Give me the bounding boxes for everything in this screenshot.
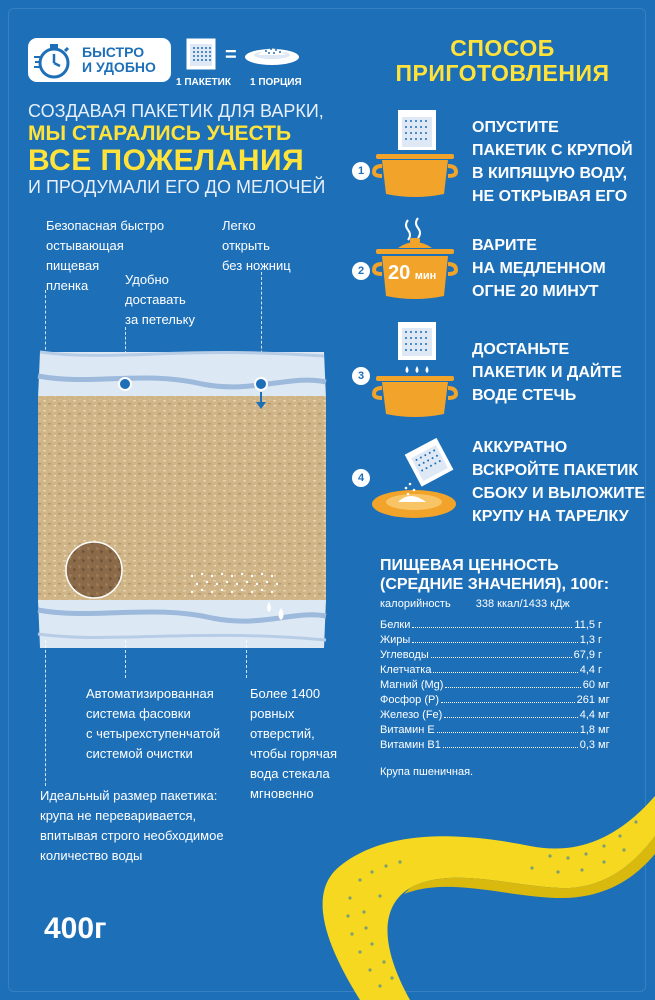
nutrition-title-line-1: ПИЩЕВАЯ ЦЕННОСТЬ — [380, 557, 559, 574]
leader-dots — [437, 732, 578, 733]
annotation-loop-line: за петельку — [125, 312, 195, 327]
nutrient-name: Белки — [380, 619, 411, 631]
step-2-line: ВАРИТЕ — [472, 237, 537, 254]
nutrition-row — [380, 664, 620, 679]
headline-line-3: ВСЕ ПОЖЕЛАНИЯ — [28, 144, 305, 177]
calorie-line — [380, 598, 570, 610]
step-1-line: ОПУСТИТЕ — [472, 119, 559, 136]
step-2-line: НА МЕДЛЕННОМ — [472, 260, 606, 277]
nutrient-name: Железо (Fe) — [380, 709, 443, 721]
nutrient-unit: мг — [598, 724, 610, 736]
annotation-loop-line: доставать — [125, 292, 186, 307]
step-4-line: КРУПУ НА ТАРЕЛКУ — [472, 508, 629, 525]
annotation-holes-line: Более 1400 — [250, 686, 321, 701]
nutrient-unit: мг — [598, 694, 610, 706]
leader-dots — [433, 672, 577, 673]
badge-line-1: БЫСТРО — [82, 44, 145, 60]
annotation-size — [40, 786, 224, 866]
nutrient-unit: г — [598, 649, 603, 661]
annotation-system-line: с четырехступенчатой — [86, 726, 221, 741]
leader-dots — [443, 747, 578, 748]
step-2-timer-value: 20 — [388, 262, 411, 284]
annotation-holes-line: отверстий, — [250, 726, 315, 741]
step-1-line: В КИПЯЩУЮ ВОДУ, — [472, 165, 628, 182]
step-1-pot-icon — [372, 108, 458, 200]
leader-dots — [412, 642, 577, 643]
annotation-holes-line: ровных — [250, 706, 295, 721]
nutrient-value: 60 — [582, 679, 595, 691]
annotation-size-line: Идеальный размер пакетика: — [40, 788, 218, 803]
plate-icon — [244, 40, 300, 66]
nutrient-name: Магний (Mg) — [380, 679, 444, 691]
loop-marker-icon — [117, 376, 133, 392]
badge-line-2: И УДОБНО — [82, 59, 156, 75]
water-drops-icon — [263, 598, 291, 622]
nutrient-value: 11,5 — [574, 619, 595, 631]
nutrition-row — [380, 649, 620, 664]
headline-line-2: МЫ СТАРАЛИСЬ УЧЕСТЬ — [28, 122, 292, 145]
annotation-system-line: система фасовки — [86, 706, 191, 721]
leader-dots — [445, 687, 580, 688]
leader-dots — [441, 702, 575, 703]
leader-dots — [431, 657, 572, 658]
nutrient-name: Углеводы — [380, 649, 429, 661]
method-title-line-1: СПОСОБ — [450, 35, 555, 61]
annotation-system-line: системой очистки — [86, 746, 193, 761]
step-2-text — [472, 234, 606, 303]
headline-line-4: И ПРОДУМАЛИ ЕГО ДО МЕЛОЧЕЙ — [28, 177, 326, 197]
nutrition-row — [380, 619, 620, 634]
annotation-size-line: впитывая строго необходимое — [40, 828, 224, 843]
step-1-line: ПАКЕТИК С КРУПОЙ — [472, 142, 633, 159]
annotation-holes-line: вода стекала — [250, 766, 330, 781]
annotation-holes-line: мгновенно — [250, 786, 314, 801]
nutrient-unit: мг — [598, 709, 610, 721]
step-3-pot-icon — [372, 320, 458, 420]
method-title — [380, 36, 625, 86]
annotation-film-line: пленка — [46, 278, 89, 293]
calorie-label: калорийность — [380, 598, 451, 610]
equals-sign: = — [225, 44, 237, 66]
annotation-loop — [125, 270, 195, 330]
nutrition-row — [380, 679, 620, 694]
pointer-line-system — [125, 640, 126, 678]
composition-text: Крупа пшеничная. — [380, 766, 474, 778]
nutrient-name: Жиры — [380, 634, 411, 646]
step-4-line: ВСКРОЙТЕ ПАКЕТИК — [472, 462, 639, 479]
leader-dots — [412, 627, 572, 628]
stopwatch-icon — [34, 42, 78, 80]
nutrient-name: Витамин В1 — [380, 739, 441, 751]
annotation-size-line: количество воды — [40, 848, 143, 863]
leader-dots — [444, 717, 577, 718]
step-4-text — [472, 436, 645, 528]
nutrient-value: 261 — [576, 694, 595, 706]
step-2-number: 2 — [352, 262, 370, 280]
nutrition-row — [380, 634, 620, 649]
nutrient-unit: мг — [598, 679, 610, 691]
nutrition-row — [380, 694, 620, 709]
pointer-line-holes — [246, 640, 247, 678]
step-4-plate-icon — [370, 438, 466, 522]
nutrient-unit: г — [598, 619, 603, 631]
annotation-open-line: Легко — [222, 218, 256, 233]
nutrition-row — [380, 709, 620, 724]
nutrition-row — [380, 739, 620, 754]
annotation-system — [86, 684, 220, 764]
nutrient-name: Клетчатка — [380, 664, 432, 676]
annotation-film-line: пищевая — [46, 258, 100, 273]
annotation-film-line: остывающая — [46, 238, 124, 253]
annotation-open-line: без ножниц — [222, 258, 291, 273]
nutrient-value: 4,4 — [579, 709, 595, 721]
nutrient-value: 4,4 — [579, 664, 595, 676]
quick-and-easy-badge — [28, 38, 171, 82]
step-3-line: ДОСТАНЬТЕ — [472, 341, 570, 358]
nutrient-name: Витамин Е — [380, 724, 435, 736]
nutrient-unit: мг — [598, 739, 610, 751]
bag-icon — [186, 38, 216, 70]
ribbon-decoration — [300, 776, 655, 1000]
calorie-value: 338 ккал/1433 кДж — [475, 598, 570, 610]
step-3-number: 3 — [352, 367, 370, 385]
one-bag-label: 1 ПАКЕТИК — [176, 77, 231, 88]
step-1-line: НЕ ОТКРЫВАЯ ЕГО — [472, 188, 628, 205]
nutrition-row — [380, 724, 620, 739]
pointer-line-size — [45, 640, 46, 786]
headline-line-1: СОЗДАВАЯ ПАКЕТИК ДЛЯ ВАРКИ, — [28, 101, 324, 121]
nutrient-value: 67,9 — [573, 649, 595, 661]
net-weight: 400г — [44, 912, 107, 945]
annotation-open-line: открыть — [222, 238, 270, 253]
step-3-text — [472, 338, 622, 407]
step-3-line: ВОДЕ СТЕЧЬ — [472, 387, 577, 404]
step-4-number: 4 — [352, 469, 370, 487]
nutrient-value: 1,3 — [579, 634, 595, 646]
nutrient-name: Фосфор (P) — [380, 694, 439, 706]
step-3-line: ПАКЕТИК И ДАЙТЕ — [472, 364, 622, 381]
nutrient-value: 0,3 — [579, 739, 595, 751]
step-1-text — [472, 116, 633, 208]
method-title-line-2: ПРИГОТОВЛЕНИЯ — [395, 60, 610, 86]
step-4-line: АККУРАТНО — [472, 439, 568, 456]
annotation-loop-line: Удобно — [125, 272, 169, 287]
annotation-film-line: Безопасная быстро — [46, 218, 165, 233]
easy-open-marker-icon — [253, 376, 269, 412]
nutrition-title — [380, 556, 609, 594]
annotation-holes-line: чтобы горячая — [250, 746, 338, 761]
one-portion-label: 1 ПОРЦИЯ — [250, 77, 302, 88]
annotation-open — [222, 216, 291, 276]
nutrient-unit: г — [598, 664, 603, 676]
annotation-system-line: Автоматизированная — [86, 686, 214, 701]
annotation-size-line: крупа не переваривается, — [40, 808, 197, 823]
step-2-timer-unit: мин — [414, 270, 437, 282]
badge-label — [82, 45, 156, 75]
step-2-pot-icon — [372, 216, 458, 302]
step-1-number: 1 — [352, 162, 370, 180]
nutrient-unit: г — [598, 634, 603, 646]
step-4-line: СБОКУ И ВЫЛОЖИТЕ — [472, 485, 646, 502]
nutrient-value: 1,8 — [579, 724, 595, 736]
step-2-timer-label — [388, 262, 436, 285]
step-2-line: ОГНЕ 20 МИНУТ — [472, 283, 599, 300]
nutrition-title-line-2: (СРЕДНИЕ ЗНАЧЕНИЯ), 100г: — [380, 576, 610, 593]
